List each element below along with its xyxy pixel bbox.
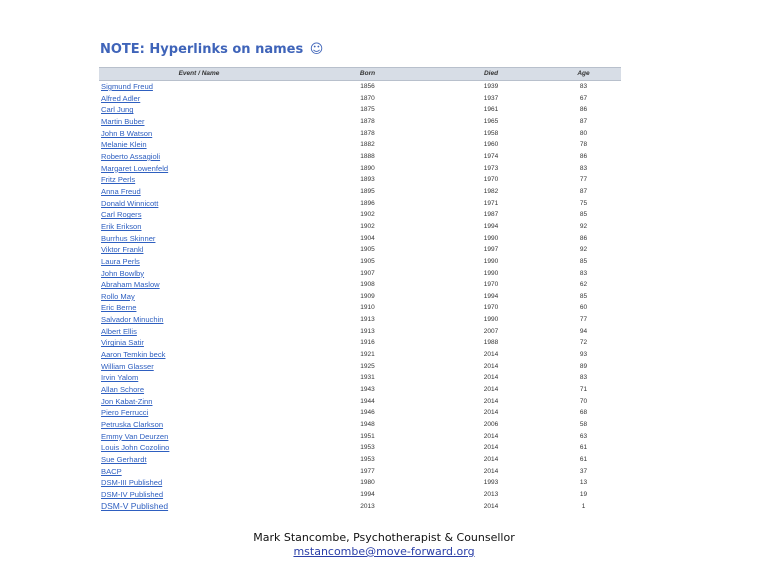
row-born-cell: 1913 [360, 316, 375, 324]
row-name-link[interactable]: Burrhus Skinner [101, 233, 156, 243]
table-row [99, 116, 621, 128]
row-age-cell: 70 [579, 397, 588, 405]
table-row [99, 361, 621, 373]
row-age-cell: 86 [579, 106, 588, 114]
table-header [99, 68, 621, 81]
row-born-cell: 1890 [360, 164, 375, 172]
row-age-cell: 1 [581, 502, 586, 510]
row-age-cell: 68 [579, 409, 588, 417]
table-body [99, 81, 621, 513]
row-age-cell: 61 [579, 456, 588, 463]
table-row [99, 93, 621, 105]
row-age-cell: 61 [579, 444, 588, 452]
row-born-cell: 2013 [360, 502, 375, 510]
table-row [99, 419, 621, 431]
table-row [99, 302, 621, 314]
table-row [99, 454, 621, 466]
row-died-cell: 1965 [483, 117, 499, 125]
table-row [99, 291, 621, 303]
row-died-cell: 1958 [483, 129, 499, 137]
row-name-link[interactable]: Virginia Satir [101, 338, 144, 348]
row-died-cell: 1982 [483, 187, 499, 195]
row-age-cell: 83 [579, 83, 588, 90]
row-born-cell: 1902 [360, 222, 375, 230]
table-row [99, 407, 621, 419]
row-age-cell: 87 [579, 187, 588, 195]
row-born-cell: 1931 [360, 374, 375, 382]
row-born-cell: 1910 [360, 304, 375, 312]
table-header-row [99, 68, 621, 81]
row-born-cell: 1946 [360, 409, 375, 417]
row-born-cell: 1925 [360, 362, 375, 370]
row-age-cell: 62 [579, 281, 588, 289]
row-age-cell: 92 [579, 222, 588, 230]
row-name-link[interactable]: Rollo May [101, 291, 135, 301]
row-died-cell: 2013 [483, 490, 499, 498]
row-born-cell: 1888 [360, 152, 375, 160]
row-died-cell: 2014 [483, 351, 499, 359]
row-name-link[interactable]: Abraham Maslow [101, 280, 160, 290]
row-name-link[interactable]: Albert Ellis [101, 326, 137, 336]
table-row [99, 209, 621, 221]
row-name-link[interactable]: Carl Rogers [101, 210, 142, 220]
row-age-cell: 80 [579, 129, 588, 137]
row-name-link[interactable]: Allan Schore [101, 385, 145, 395]
row-name-link[interactable]: Piero Ferrucci [101, 408, 149, 418]
row-name-link[interactable]: Anna Freud [101, 186, 141, 196]
row-age-cell: 85 [579, 257, 588, 265]
row-name-link[interactable]: DSM-V Published [101, 500, 169, 511]
row-born-cell: 1905 [360, 257, 375, 265]
row-born-cell: 1870 [360, 94, 375, 102]
row-born-cell: 1944 [360, 397, 375, 405]
row-age-cell: 85 [579, 211, 588, 219]
row-born-cell: 1913 [360, 327, 375, 335]
table-row [99, 268, 621, 280]
row-born-cell: 1878 [360, 117, 375, 125]
row-born-cell: 1916 [360, 339, 375, 347]
row-born-cell: 1875 [360, 106, 375, 114]
row-born-cell: 1953 [360, 444, 375, 452]
row-age-cell: 86 [579, 234, 588, 242]
row-died-cell: 2014 [483, 362, 499, 370]
row-name-link[interactable]: Martin Buber [101, 116, 145, 126]
row-name-link[interactable]: Fritz Perls [101, 175, 136, 185]
row-born-cell: 1980 [360, 479, 375, 487]
row-born-cell: 1948 [360, 421, 375, 429]
table-row [99, 256, 621, 268]
timeline-table-container [99, 67, 621, 512]
footer-email-link[interactable]: mstancombe@move-forward.org [293, 545, 475, 558]
row-name-link[interactable]: DSM-IV Published [101, 489, 164, 499]
row-age-cell: 71 [579, 386, 588, 394]
row-died-cell: 2014 [483, 374, 499, 382]
table-row [99, 372, 621, 384]
row-born-cell: 1882 [360, 141, 375, 149]
row-age-cell: 83 [579, 269, 588, 277]
row-name-link[interactable]: John Bowlby [101, 268, 145, 278]
row-died-cell: 1970 [483, 176, 499, 184]
table-row [99, 384, 621, 396]
row-died-cell: 1994 [483, 292, 499, 300]
row-died-cell: 1994 [483, 222, 499, 230]
row-age-cell: 60 [579, 304, 588, 312]
column-header-name: Event / Name [99, 68, 299, 81]
row-born-cell: 1977 [360, 467, 375, 475]
row-age-cell: 75 [579, 199, 588, 207]
row-name-link[interactable]: Aaron Temkin beck [101, 350, 166, 360]
row-died-cell: 2014 [483, 386, 499, 394]
row-born-cell: 1904 [360, 234, 375, 242]
row-born-cell: 1878 [360, 129, 375, 137]
column-header-age: Age [546, 68, 621, 81]
row-age-cell: 87 [579, 117, 588, 125]
row-born-cell: 1908 [360, 281, 375, 289]
row-name-link[interactable]: Emmy Van Deurzen [101, 431, 169, 441]
table-row [99, 163, 621, 175]
row-born-cell: 1902 [360, 211, 375, 219]
row-died-cell: 1970 [483, 304, 499, 312]
row-died-cell: 2014 [483, 444, 499, 452]
row-name-link[interactable]: Donald Winnicott [101, 198, 159, 208]
row-died-cell: 1974 [483, 152, 499, 160]
smiley-icon: ☺ [309, 42, 324, 57]
row-died-cell: 1939 [483, 83, 499, 90]
row-age-cell: 37 [579, 467, 588, 475]
row-born-cell: 1953 [360, 456, 375, 463]
row-name-link[interactable]: Margaret Lowenfeld [101, 163, 169, 173]
row-died-cell: 1960 [483, 141, 499, 149]
row-age-cell: 67 [579, 94, 588, 102]
table-row [99, 104, 621, 116]
row-born-cell: 1943 [360, 386, 375, 394]
row-age-cell: 58 [579, 421, 588, 429]
row-name-link[interactable]: Roberto Assagioli [101, 151, 161, 161]
table-row [99, 349, 621, 361]
row-age-cell: 63 [579, 432, 588, 440]
row-born-cell: 1951 [360, 432, 375, 440]
row-died-cell: 2014 [483, 456, 499, 463]
timeline-table [99, 67, 621, 512]
row-died-cell: 1937 [483, 94, 499, 102]
row-died-cell: 2006 [483, 421, 499, 429]
table-row [99, 81, 621, 93]
table-row [99, 477, 621, 489]
table-row [99, 151, 621, 163]
table-row [99, 431, 621, 443]
row-age-cell: 92 [579, 246, 588, 254]
row-name-link[interactable]: Louis John Cozolino [101, 443, 170, 453]
table-row [99, 396, 621, 408]
row-died-cell: 1987 [483, 211, 499, 219]
row-age-cell: 85 [579, 292, 588, 300]
row-age-cell: 83 [579, 374, 588, 382]
row-died-cell: 1973 [483, 164, 499, 172]
row-died-cell: 2014 [483, 409, 499, 417]
row-died-cell: 2014 [483, 502, 499, 510]
row-born-cell: 1896 [360, 199, 375, 207]
table-row [99, 128, 621, 140]
row-died-cell: 2014 [483, 397, 499, 405]
row-name-link[interactable]: John B Watson [101, 128, 153, 138]
row-died-cell: 2014 [483, 432, 499, 440]
row-died-cell: 1988 [483, 339, 499, 347]
row-age-cell: 93 [579, 351, 588, 359]
row-name-link[interactable]: Alfred Adler [101, 93, 141, 103]
row-name-link[interactable]: William Glasser [101, 361, 154, 371]
row-name-link[interactable]: Petruska Clarkson [101, 420, 164, 430]
table-row [99, 314, 621, 326]
table-row [99, 279, 621, 291]
row-name-link[interactable]: Carl Jung [101, 105, 134, 115]
row-died-cell: 2007 [483, 327, 499, 335]
column-header-born: Born [299, 68, 436, 81]
row-died-cell: 1990 [483, 316, 499, 324]
table-row [99, 174, 621, 186]
row-died-cell: 1997 [483, 246, 499, 254]
row-born-cell: 1895 [360, 187, 375, 195]
table-row [99, 244, 621, 256]
footer-author: Mark Stancombe, Psychotherapist & Counsellor [253, 531, 515, 544]
table-row [99, 198, 621, 210]
row-name-link[interactable]: Melanie Klein [101, 140, 147, 150]
row-name-link[interactable]: Salvador Minuchin [101, 315, 164, 325]
row-name-link[interactable]: DSM-III Published [101, 478, 163, 488]
row-died-cell: 2014 [483, 467, 499, 475]
row-born-cell: 1921 [360, 351, 375, 359]
row-born-cell: 1856 [360, 83, 375, 90]
row-age-cell: 19 [579, 490, 588, 498]
column-header-died: Died [436, 68, 546, 81]
row-born-cell: 1909 [360, 292, 375, 300]
note-title-text: NOTE: Hyperlinks on names [100, 42, 304, 57]
row-died-cell: 1970 [483, 281, 499, 289]
row-age-cell: 13 [579, 479, 588, 487]
row-age-cell: 78 [579, 141, 588, 149]
row-age-cell: 83 [579, 164, 588, 172]
table-row [99, 466, 621, 478]
table-row [99, 186, 621, 198]
row-born-cell: 1905 [360, 246, 375, 254]
row-name-link[interactable]: Laura Perls [101, 256, 140, 266]
row-died-cell: 1971 [483, 199, 499, 207]
row-age-cell: 77 [579, 176, 588, 184]
table-row [99, 221, 621, 233]
row-name-link[interactable]: Eric Berne [101, 303, 137, 313]
row-age-cell: 94 [579, 327, 588, 335]
row-name-link[interactable]: Sue Gerhardt [101, 455, 147, 464]
row-died-cell: 1993 [483, 479, 499, 487]
note-title [100, 42, 323, 57]
table-row [99, 139, 621, 151]
row-name-link[interactable]: BACP [101, 466, 122, 476]
row-name-link[interactable]: Viktor Frankl [101, 245, 144, 255]
row-died-cell: 1961 [483, 106, 499, 114]
table-row [99, 501, 621, 513]
row-born-cell: 1907 [360, 269, 375, 277]
row-name-link[interactable]: Erik Erikson [101, 221, 142, 231]
row-died-cell: 1990 [483, 269, 499, 277]
row-died-cell: 1990 [483, 234, 499, 242]
table-row [99, 326, 621, 338]
row-name-link[interactable]: Jon Kabat-Zinn [101, 396, 153, 406]
row-name-link[interactable]: Sigmund Freud [101, 82, 153, 91]
table-row [99, 337, 621, 349]
row-born-cell: 1893 [360, 176, 375, 184]
row-age-cell: 86 [579, 152, 588, 160]
table-row [99, 233, 621, 245]
row-age-cell: 89 [579, 362, 588, 370]
row-died-cell: 1990 [483, 257, 499, 265]
row-age-cell: 77 [579, 316, 588, 324]
row-name-link[interactable]: Irvin Yalom [101, 373, 139, 383]
table-row [99, 442, 621, 454]
row-age-cell: 72 [579, 339, 588, 347]
table-row [99, 489, 621, 501]
row-born-cell: 1994 [360, 490, 375, 498]
